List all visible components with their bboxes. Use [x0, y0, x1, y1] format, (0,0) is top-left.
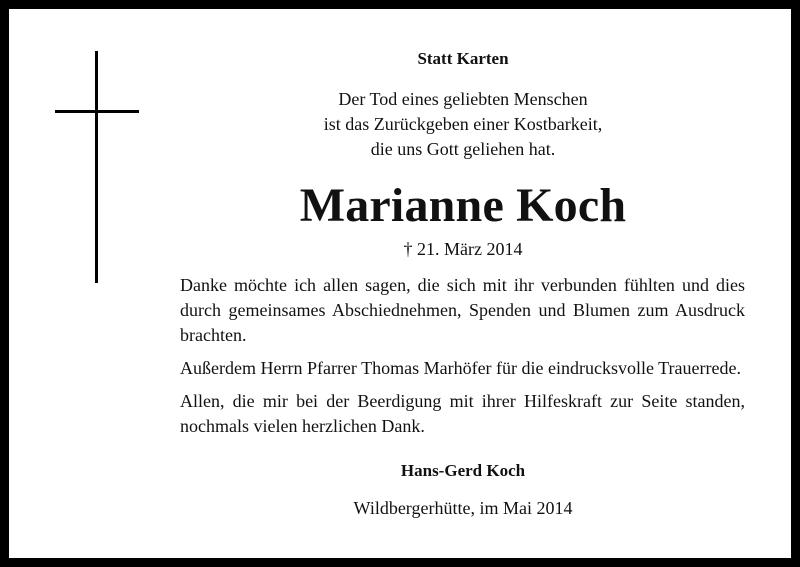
notice-heading: Statt Karten — [417, 49, 509, 68]
poem-line: ist das Zurückgeben einer Kostbarkeit, — [323, 114, 603, 134]
thanks-paragraph: Außerdem Herrn Pfarrer Thomas Marhöfer für die eindrucksvolle Trauerrede. — [180, 358, 741, 378]
poem — [209, 87, 717, 162]
poem-line: Der Tod eines geliebten Menschen — [338, 89, 588, 109]
obituary-card — [9, 9, 791, 558]
deceased-name: Marianne Koch — [299, 179, 627, 232]
thanks-paragraph: Allen, die mir bei der Beerdigung mit ihrer Hilfeskraft zur Seite standen, nochmals vielen herzlichen Dank. — [180, 391, 745, 436]
place-and-date: Wildbergerhütte, im Mai 2014 — [353, 498, 573, 518]
thanks-text — [180, 273, 745, 447]
signature: Hans-Gerd Koch — [400, 461, 526, 480]
thanks-paragraph: Danke möchte ich allen sagen, die sich mit ihr verbunden fühlten und dies durch gemeinsames Abschiednehmen, Spenden und Blumen zum Ausdruck brachten. — [180, 275, 745, 345]
death-date: † 21. März 2014 — [403, 239, 523, 259]
cross-vertical-bar — [95, 51, 98, 283]
poem-line: die uns Gott geliehen hat. — [370, 139, 556, 159]
cross-horizontal-bar — [55, 110, 139, 113]
